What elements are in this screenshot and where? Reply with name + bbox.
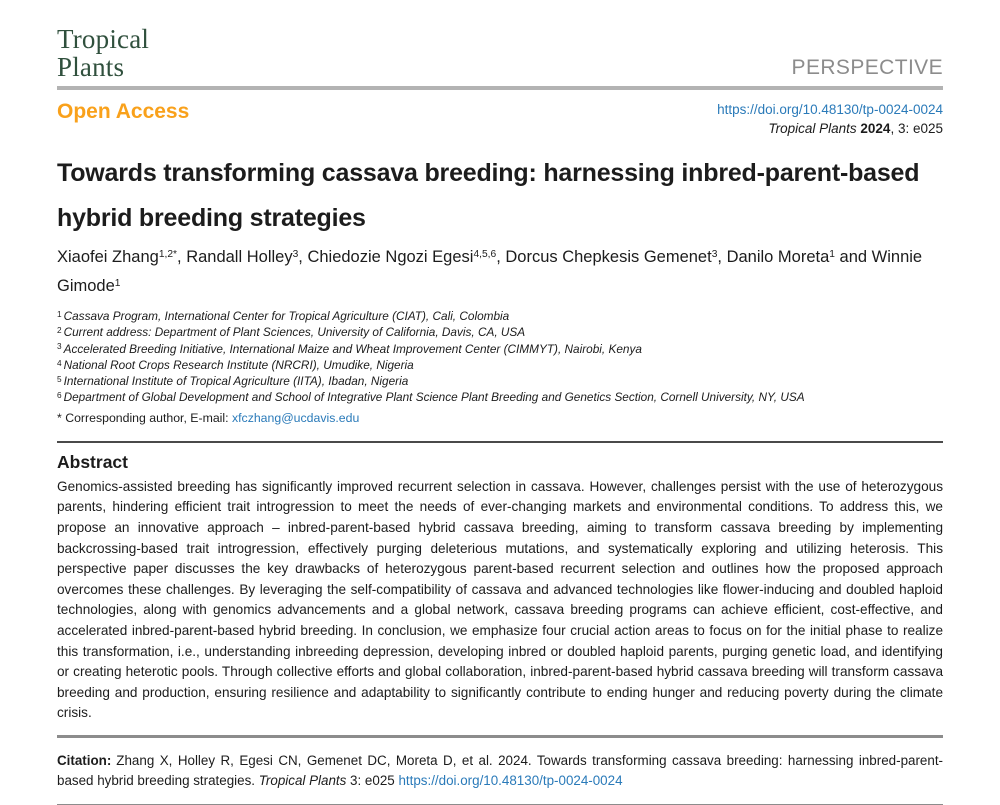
affiliation-text: International Institute of Tropical Agriculture (IITA), Ibadan, Nigeria [63,374,409,389]
author-name: Danilo Moreta [726,248,830,266]
authors-line [57,244,943,302]
author-superscript: 1 [829,249,835,261]
affiliation-text: Current address: Department of Plant Sciences, University of California, Davis, CA, USA [63,325,526,340]
affiliation-line [57,358,943,374]
author-separator: , [496,248,506,266]
doi-line [717,100,943,119]
affiliation-line [57,342,943,358]
journal-logo-line2: Plants [57,52,125,82]
citation-doi-link[interactable]: https://doi.org/10.48130/tp-0024-0024 [398,772,623,788]
paper-title: Towards transforming cassava breeding: harnessing inbred-parent-based hybrid breeding strategies [57,159,920,232]
corresponding-author-email-link[interactable]: xfczhang@ucdavis.edu [231,410,360,425]
affiliation-superscript: 6 [57,391,62,401]
citation-label: Citation: [57,752,112,768]
author [57,248,186,266]
doi-link[interactable]: https://doi.org/10.48130/tp-0024-0024 [717,102,943,117]
author [186,248,307,266]
journal-reference-line [717,119,943,138]
author [727,248,872,266]
author-name: Xiaofei Zhang [57,248,159,266]
affiliation-superscript: 3 [57,342,62,352]
author-name: Winnie Gimode [57,248,923,295]
citation-journal-name: Tropical Plants [258,772,347,788]
affiliation-superscript: 1 [57,309,62,319]
header-divider [57,86,943,90]
corresponding-author-line [57,410,943,426]
journal-reference-name: Tropical Plants [768,121,857,136]
access-row [57,100,943,138]
corresponding-author-prefix: * Corresponding author, E-mail: [57,410,232,425]
citation-text-before-journal: Zhang X, Holley R, Egesi CN, Gemenet DC, Moreta D, et al. 2024. Towards transforming cassava breeding: harnessing inbred-parent-based hybrid breeding strategies. [57,752,943,788]
author-name: Chiedozie Ngozi Egesi [307,248,474,266]
journal-logo-line1: Tropical [57,24,150,54]
author-superscript: 3 [292,249,299,261]
author-superscript: 4,5,6 [473,249,497,261]
affiliation-line [57,309,943,325]
author-separator: and [834,248,872,266]
author-name: Randall Holley [186,248,293,266]
affiliation-text: Department of Global Development and School of Integrative Plant Science Plant Breeding and Genetics Section, Cornell University, NY, USA [63,390,805,405]
author [307,248,505,266]
citation-block [57,751,943,791]
abstract-bottom-divider [57,735,943,738]
abstract-text: Genomics-assisted breeding has significantly improved recurrent selection in cassava. However, challenges persist with the use of heterozygous parents, hindering efficient trait introgression to meet the needs of ever-changing markets and environmental conditions. To address this, we propose an innovative approach – inbred-parent-based hybrid cassava breeding, aiming to transform cassava breeding by implementing backcrossing-based trait introgression, effectively purging deleterious mutations, and systematically exploring and utilizing heterosis. This perspective paper discusses the key drawbacks of heterozygous parent-based recurrent selection and outlines how the proposed approach overcomes these challenges. By leveraging the self-compatibility of cassava and advanced technologies like flower-inducing and doubled haploid technologies, along with genomics advancements and a global network, cassava breeding programs can achieve efficient, cost-effective, and accelerated inbred-parent-based hybrid breeding. In conclusion, we emphasize four crucial action areas to focus on for the initial phase to realize this transformation, i.e., understanding inbreeding depression, developing inbred or doubled haploid parents, purging genetic load, and identifying or creating heterotic pools. Through collective efforts and global collaboration, inbred-parent-based hybrid cassava breeding will transform cassava breeding and production, ensuring resilience and adaptability to significantly contribute to ending hunger and reducing poverty during the climate crisis. [57,478,943,721]
open-access-badge: Open Access [57,100,190,123]
author-separator: , [717,248,727,266]
author-superscript: 1,2* [158,249,178,261]
journal-logo [57,25,149,81]
reference-block [717,100,943,138]
affiliations-list [57,309,943,407]
author-separator: , [298,248,308,266]
affiliation-line [57,390,943,406]
author [505,248,726,266]
masthead [57,25,943,81]
affiliation-line [57,325,943,341]
author-separator: , [177,248,187,266]
journal-reference-year: 2024 [860,121,891,136]
author-superscript: 1 [114,278,121,290]
affiliation-text: National Root Crops Research Institute (NRCRI), Umudike, Nigeria [63,357,414,372]
abstract-top-divider [57,441,943,443]
affiliation-superscript: 4 [57,358,62,368]
affiliation-line [57,374,943,390]
author-name: Dorcus Chepkesis Gemenet [505,248,712,266]
abstract-heading: Abstract [57,451,128,472]
affiliation-superscript: 2 [57,326,62,335]
affiliation-text: Cassava Program, International Center for Tropical Agriculture (CIAT), Cali, Colombia [63,309,510,323]
author-superscript: 3 [711,249,718,261]
citation-text-after-journal: 3: e025 [346,772,399,788]
affiliation-superscript: 5 [57,374,62,384]
article-type-label: PERSPECTIVE [791,56,943,79]
affiliation-text: Accelerated Breeding Initiative, International Maize and Wheat Improvement Center (CIMMYT), Nairobi, Kenya [63,341,642,356]
journal-reference-rest: , 3: e025 [890,121,943,136]
